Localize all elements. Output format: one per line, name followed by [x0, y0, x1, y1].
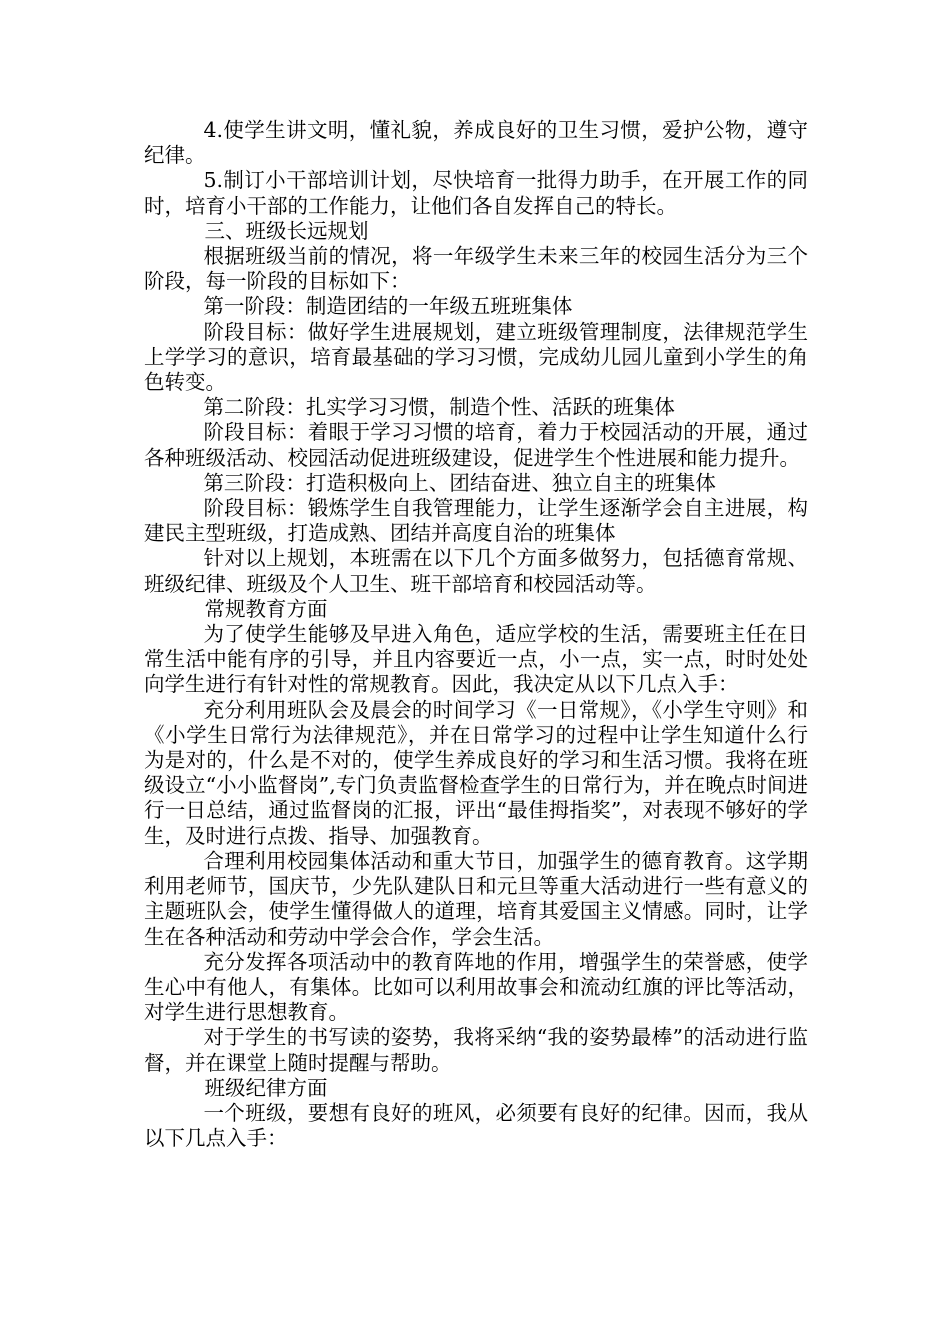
- paragraph-routine-festivals: 合理利用校园集体活动和重大节日，加强学生的德育教育。这学期利用老师节，国庆节，少先队建队日和元旦等重大活动进行一些有意义的主题班队会，使学生懂得做人的道理，培育其爱国主义情感。同时，让学生在各种活动和劳动中学会合作，学会生活。: [144, 848, 808, 949]
- paragraph-routine-activities: 充分发挥各项活动中的教育阵地的作用，增强学生的荣誉感，使学生心中有他人，有集体。比如可以利用故事会和流动红旗的评比等活动，对学生进行思想教育。: [144, 949, 808, 1025]
- paragraph-focus-areas: 针对以上规划，本班需在以下几个方面多做努力，包括德育常规、班级纪律、班级及个人卫生、班干部培育和校园活动等。: [144, 546, 808, 596]
- paragraph-intro: 根据班级当前的情况，将一年级学生未来三年的校园生活分为三个阶段，每一阶段的目标如下：: [144, 244, 808, 294]
- stage-one-title: 第一阶段：制造团结的一年级五班班集体: [203, 294, 573, 319]
- paragraph-routine-posture: 对于学生的书写读的姿势，我将采纳“我的姿势最棒”的活动进行监督，并在课堂上随时提醒与帮助。: [144, 1025, 808, 1075]
- section-heading-routine-education: 常规教育方面: [204, 596, 328, 621]
- document-body: [144, 118, 808, 1151]
- paragraph-item-5: 5.制订小干部培训计划，尽快培育一批得力助手，在开展工作的同时，培育小干部的工作能力，让他们各自发挥自己的特长。: [144, 168, 808, 218]
- section-heading-long-term-plan: 三、班级长远规划: [204, 218, 369, 243]
- stage-three-goal: 阶段目标：锻炼学生自我管理能力，让学生逐渐学会自主进展，构建民主型班级，打造成熟、团结并高度自治的班集体: [144, 496, 808, 546]
- paragraph-discipline-intro: 一个班级，要想有良好的班风，必须要有良好的纪律。因而，我从以下几点入手：: [144, 1100, 808, 1151]
- section-heading-discipline: 班级纪律方面: [204, 1075, 328, 1100]
- paragraph-routine-intro: 为了使学生能够及早进入角色，适应学校的生活，需要班主任在日常生活中能有序的引导，并且内容要近一点，小一点，实一点，时时处处向学生进行有针对性的常规教育。因此，我决定从以下几点入手：: [144, 622, 808, 697]
- stage-two-title: 第二阶段：扎实学习习惯，制造个性、活跃的班集体: [203, 395, 675, 420]
- paragraph-item-4: 4.使学生讲文明，懂礼貌，养成良好的卫生习惯，爱护公物，遵守纪律。: [144, 118, 808, 168]
- stage-one-goal: 阶段目标：做好学生进展规划，建立班级管理制度，法律规范学生上学学习的意识，培育最基础的学习习惯，完成幼儿园儿童到小学生的角色转变。: [144, 319, 808, 395]
- stage-two-goal: 阶段目标：着眼于学习习惯的培育，着力于校园活动的开展，通过各种班级活动、校园活动促进班级建设，促进学生个性进展和能力提升。: [144, 420, 808, 470]
- paragraph-routine-rules: 充分利用班队会及晨会的时间学习《一日常规》，《小学生守则》和《小学生日常行为法律规范》，并在日常学习的过程中让学生知道什么行为是对的，什么是不对的，使学生养成良好的学习和生活习惯。我将在班级设立“小小监督岗”,专门负责监督检查学生的日常行为，并在晚点时间进行一日总结，通过监督岗的汇报，评出“最佳拇指奖”，对表现不够好的学生，及时进行点拨、指导、加强教育。: [144, 697, 808, 848]
- stage-three-title: 第三阶段：打造积极向上、团结奋进、独立自主的班集体: [203, 470, 716, 495]
